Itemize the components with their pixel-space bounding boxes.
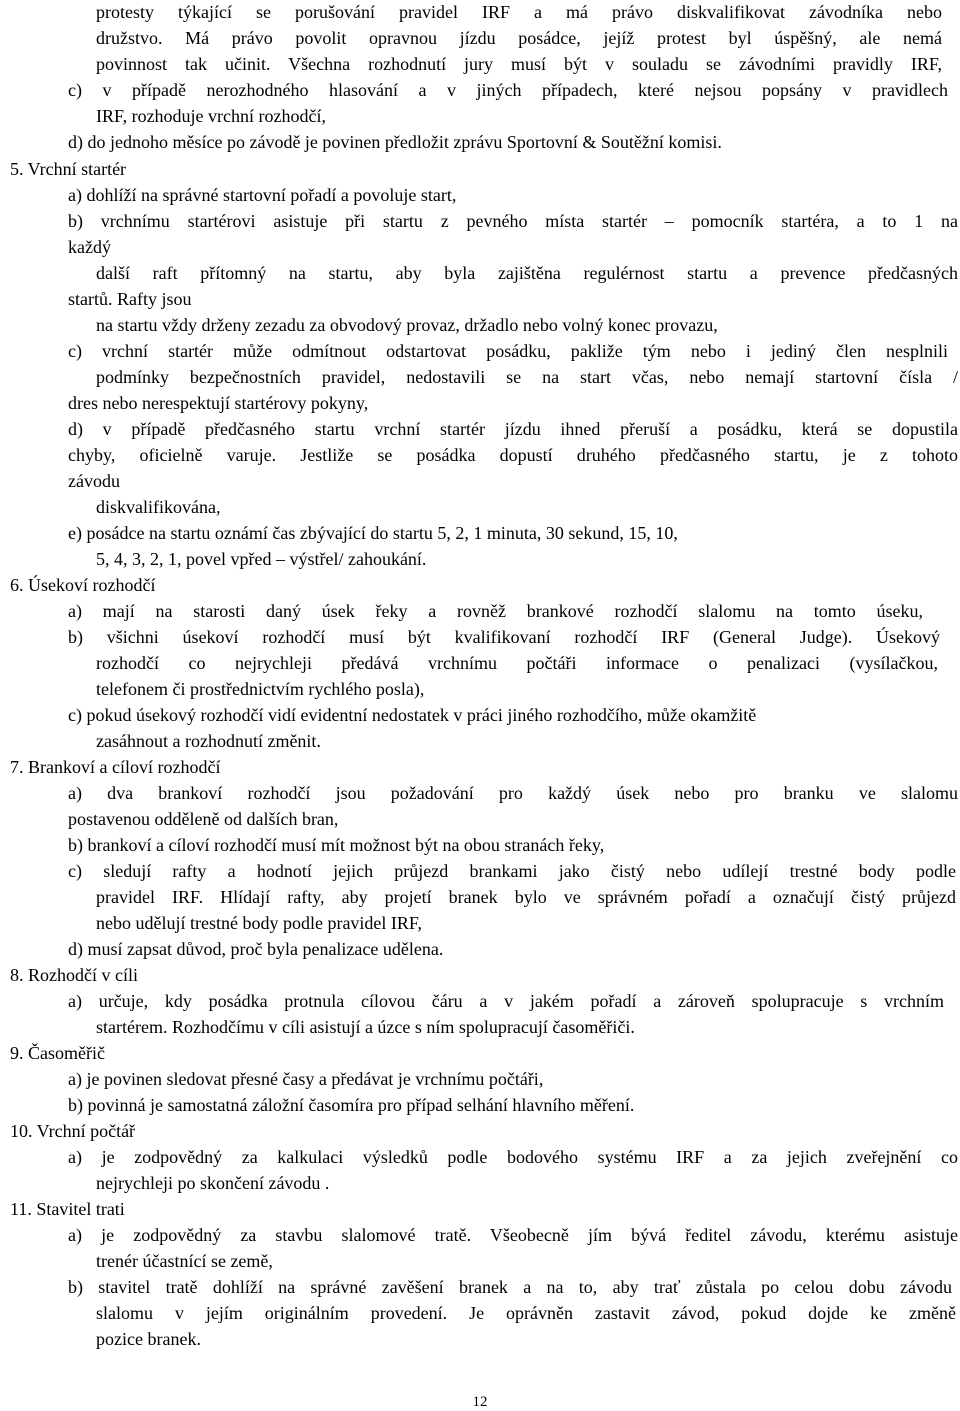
text-line: trenér účastnící se země, (96, 1251, 273, 1271)
text-line: startérem. Rozhodčímu v cíli asistují a úzce s ním spolupracují časoměřiči. (96, 1017, 635, 1037)
text-line: chyby, oficielně varuje. Jestliže se posádka dopustí druhého předčasného startu, je z tohoto (68, 445, 958, 465)
text-line: telefonem či prostřednictvím rychlého posla), (96, 679, 425, 699)
text-line: nebo udělují trestné body podle pravidel IRF, (96, 913, 422, 933)
text-line: každý (68, 237, 111, 257)
text-line: pravidel IRF. Hlídají rafty, aby projetí branek bylo ve správném pořadí a označují čistý průjezd (96, 887, 956, 907)
text-line: 7. Brankoví a cíloví rozhodčí (10, 757, 221, 777)
text-line: rozhodčí co nejrychleji předává vrchnímu počtáři informace o penalizaci (vysílačkou, (96, 653, 938, 673)
text-line: b) vrchnímu startérovi asistuje při startu z pevného místa startér – pomocník startéra, a to 1 na (68, 211, 958, 231)
text-line: a) mají na starosti daný úsek řeky a rovněž brankové rozhodčí slalomu na tomto úseku, (68, 601, 923, 621)
text-line: zasáhnout a rozhodnutí změnit. (96, 731, 321, 751)
text-line: d) musí zapsat důvod, proč byla penalizace udělena. (68, 939, 444, 959)
text-line: 5, 4, 3, 2, 1, povel vpřed – výstřel/ zahoukání. (96, 549, 427, 569)
text-line: d) v případě předčasného startu vrchní startér jízdu ihned přeruší a posádku, která se dopustila (68, 419, 958, 439)
text-line: 6. Úsekoví rozhodčí (10, 575, 156, 595)
text-line: dres nebo nerespektují startérovy pokyny, (68, 393, 369, 413)
text-line: d) do jednoho měsíce po závodě je povinen předložit zprávu Sportovní & Soutěžní komisi. (68, 132, 722, 152)
text-line: podmínky bezpečnostních pravidel, nedostavili se na start včas, nebo nemají startovní čísla / (96, 367, 958, 387)
text-line: postavenou odděleně od dalších bran, (68, 809, 339, 829)
text-line: c) sledují rafty a hodnotí jejich průjezd brankami jako čistý nebo udílejí trestné body podle (68, 861, 956, 881)
text-line: slalomu v jejím originálním provedení. Je oprávněn zastavit závod, pokud dojde ke změně (96, 1303, 956, 1323)
text-line: a) dohlíží na správné startovní pořadí a povoluje start, (68, 185, 457, 205)
text-line: a) je zodpovědný za kalkulaci výsledků podle bodového systému IRF a za jejich zveřejnění co (68, 1147, 958, 1167)
text-line: diskvalifikována, (96, 497, 221, 517)
text-line: e) posádce na startu oznámí čas zbývající do startu 5, 2, 1 minuta, 30 sekund, 15, 10, (68, 523, 678, 543)
text-line: pozice branek. (96, 1329, 201, 1349)
text-line: c) vrchní startér může odmítnout odstartovat posádku, pakliže tým nebo i jediný člen nesplnili (68, 341, 948, 361)
text-line: b) všichni úsekoví rozhodčí musí být kvalifikovaní rozhodčí IRF (General Judge). Úsekový (68, 627, 940, 647)
text-line: IRF, rozhoduje vrchní rozhodčí, (96, 106, 327, 126)
text-line: závodu (68, 471, 120, 491)
text-line: 11. Stavitel trati (10, 1199, 125, 1219)
text-line: družstvo. Má právo povolit opravnou jízdu posádce, jejíž protest byl úspěšný, ale nemá (96, 28, 942, 48)
text-line: 10. Vrchní počtář (10, 1121, 136, 1141)
text-line: protesty týkající se porušování pravidel IRF a má právo diskvalifikovat závodníka nebo (96, 2, 942, 22)
text-line: c) pokud úsekový rozhodčí vidí evidentní nedostatek v práci jiného rozhodčího, může okamžitě (68, 705, 757, 725)
text-line: b) stavitel tratě dohlíží na správné zavěšení branek a na to, aby trať zůstala po celou dobu závodu (68, 1277, 952, 1297)
text-line: 5. Vrchní startér (10, 159, 127, 179)
text-line: 9. Časoměřič (10, 1043, 105, 1063)
text-line: a) je povinen sledovat přesné časy a předávat je vrchnímu počtáři, (68, 1069, 544, 1089)
text-line: na startu vždy drženy zezadu za obvodový provaz, držadlo nebo volný konec provazu, (96, 315, 718, 335)
text-line: b) brankoví a cíloví rozhodčí musí mít možnost být na obou stranách řeky, (68, 835, 605, 855)
text-line: 8. Rozhodčí v cíli (10, 965, 138, 985)
page-number: 12 (472, 1394, 488, 1410)
text-line: b) povinná je samostatná záložní časomíra pro případ selhání hlavního měření. (68, 1095, 635, 1115)
text-line: nejrychleji po skončení závodu . (96, 1173, 330, 1193)
text-line: další raft přítomný na startu, aby byla zajištěna regulérnost startu a prevence předčasných (96, 263, 958, 283)
text-line: a) dva brankoví rozhodčí jsou požadování pro každý úsek nebo pro branku ve slalomu (68, 783, 958, 803)
text-line: startů. Rafty jsou (68, 289, 192, 309)
text-line: a) určuje, kdy posádka protnula cílovou čáru a v jakém pořadí a zároveň spolupracuje s vrchním (68, 991, 944, 1011)
text-line: c) v případě nerozhodného hlasování a v jiných případech, které nejsou popsány v pravidlech (68, 80, 948, 100)
text-line: povinnost tak učinit. Všechna rozhodnutí jury musí být v souladu se závodními pravidly IRF, (96, 54, 942, 74)
text-line: a) je zodpovědný za stavbu slalomové tratě. Všeobecně jím bývá ředitel závodu, kterému asistuje (68, 1225, 958, 1245)
